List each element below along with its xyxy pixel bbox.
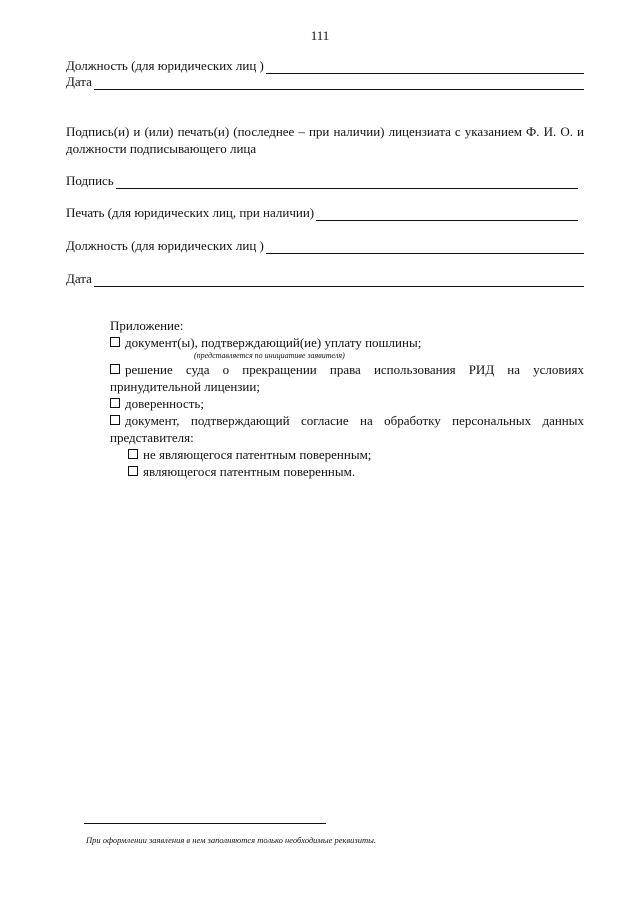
appendix-sub-item-text: не являющегося патентным поверенным; xyxy=(143,447,372,462)
position-label: Должность (для юридических лиц ) xyxy=(66,238,264,253)
date-label: Дата xyxy=(66,74,92,89)
appendix-item-text: доверенность; xyxy=(125,396,204,411)
appendix-title: Приложение: xyxy=(110,318,184,333)
checkbox-icon[interactable] xyxy=(110,364,120,374)
checkbox-icon[interactable] xyxy=(128,449,138,459)
appendix-item-text: документ(ы), подтверждающий(ие) уплату пошлины; xyxy=(125,335,422,350)
checkbox-icon[interactable] xyxy=(128,466,138,476)
footnote-divider xyxy=(84,823,326,824)
checkbox-icon[interactable] xyxy=(110,415,120,425)
appendix-item xyxy=(110,412,584,446)
appendix-item xyxy=(110,334,584,351)
date-blank-line xyxy=(94,76,584,90)
position-blank-line xyxy=(266,240,584,254)
footnote: При оформлении заявления в нем заполняются только необходимые реквизиты. xyxy=(86,835,377,845)
checkbox-icon[interactable] xyxy=(110,398,120,408)
appendix-item-text: решение суда о прекращении права использования РИД на условиях принудительной лицензии; xyxy=(110,362,584,394)
date-label: Дата xyxy=(66,271,92,286)
appendix-sub-item-text: являющегося патентным поверенным. xyxy=(143,464,356,479)
position-field xyxy=(66,238,584,254)
date-blank-line xyxy=(94,273,584,287)
appendix-item xyxy=(110,395,584,412)
seal-label: Печать (для юридических лиц, при наличии) xyxy=(66,205,315,220)
appendix-sub-item xyxy=(110,446,584,463)
signature-blank-line xyxy=(116,175,578,189)
appendix-sub-item xyxy=(110,463,584,480)
appendix-item-note: (представляется по инициативе заявителя) xyxy=(194,351,345,360)
seal-field xyxy=(66,205,578,221)
signature-intro: Подпись(и) и (или) печать(и) (последнее – при наличии) лицензиата с указанием Ф. И. О. и должности подписывающего лица xyxy=(66,124,584,156)
appendix-section xyxy=(110,317,584,480)
signature-label: Подпись xyxy=(66,173,114,188)
position-label: Должность (для юридических лиц ) xyxy=(66,58,264,73)
appendix-item xyxy=(110,361,584,395)
seal-blank-line xyxy=(316,207,578,221)
signature-field xyxy=(66,173,578,189)
page-number: 111 xyxy=(310,28,330,43)
date-field-top xyxy=(66,74,584,90)
checkbox-icon[interactable] xyxy=(110,337,120,347)
position-field-top xyxy=(66,58,584,74)
appendix-item-text: документ, подтверждающий согласие на обработку персональных данных представителя: xyxy=(110,413,584,445)
date-field xyxy=(66,271,584,287)
position-blank-line xyxy=(266,60,584,74)
